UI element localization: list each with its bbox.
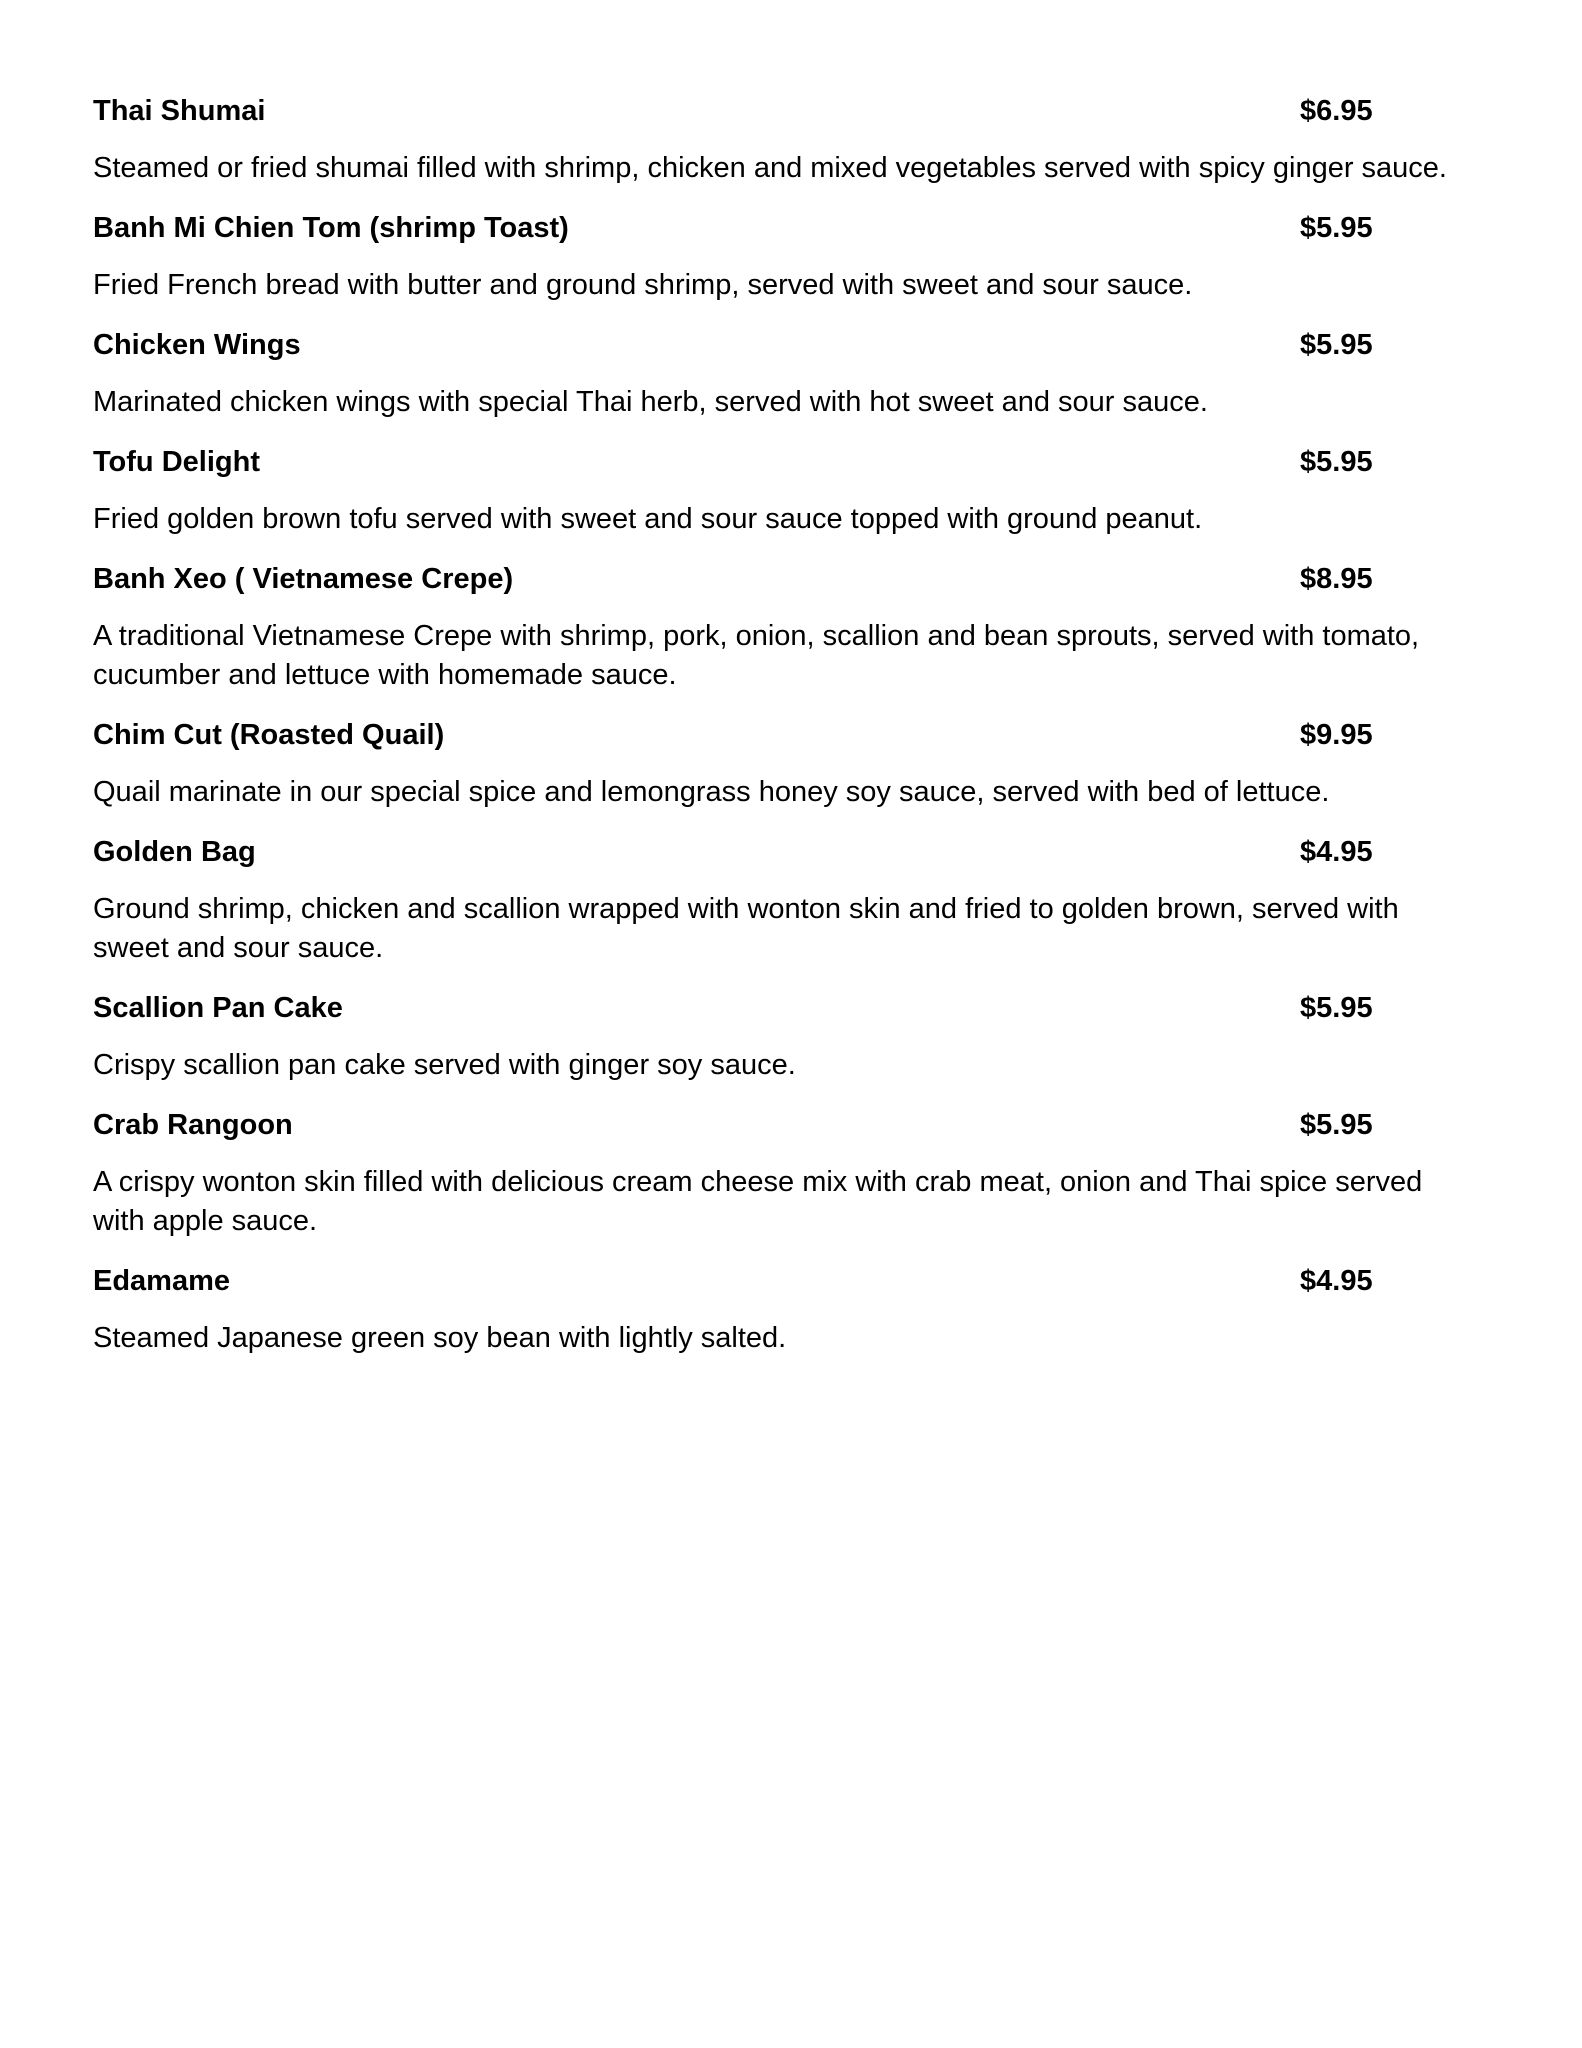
menu-item-header: [93, 560, 1493, 598]
menu-item-banh-xeo: [93, 560, 1493, 695]
menu-item-name: Chicken Wings: [93, 329, 301, 361]
menu-item-header: [93, 443, 1493, 481]
menu-item-description: A traditional Vietnamese Crepe with shrimp, pork, onion, scallion and bean sprouts, served with tomato, cucumber and lettuce with homemade sauce.: [93, 620, 1420, 691]
menu-item-price: $8.95: [1300, 563, 1373, 595]
menu-item-price: $6.95: [1300, 95, 1373, 127]
menu-item-price: $4.95: [1300, 836, 1373, 868]
menu-item-description: Steamed Japanese green soy bean with lightly salted.: [93, 1322, 787, 1354]
menu-item-edamame: [93, 1262, 1493, 1358]
menu-item-name: Thai Shumai: [93, 95, 266, 127]
menu-item-chicken-wings: [93, 326, 1493, 422]
menu-item-description: Quail marinate in our special spice and lemongrass honey soy sauce, served with bed of lettuce.: [93, 776, 1330, 808]
menu-item-name: Tofu Delight: [93, 446, 260, 478]
menu-item-header: [93, 326, 1493, 364]
menu-item-tofu-delight: [93, 443, 1493, 539]
menu-item-name: Edamame: [93, 1265, 231, 1297]
menu-item-header: [93, 209, 1493, 247]
menu-item-description: Ground shrimp, chicken and scallion wrapped with wonton skin and fried to golden brown, served with sweet and sour sauce.: [93, 893, 1399, 964]
menu-item-price: $4.95: [1300, 1265, 1373, 1297]
menu-item-price: $9.95: [1300, 719, 1373, 751]
menu-item-price: $5.95: [1300, 992, 1373, 1024]
menu-item-description: Fried golden brown tofu served with sweet and sour sauce topped with ground peanut.: [93, 503, 1203, 535]
menu-item-name: Banh Mi Chien Tom (shrimp Toast): [93, 212, 569, 244]
menu-item-name: Chim Cut (Roasted Quail): [93, 719, 445, 751]
menu-item-description: Fried French bread with butter and ground shrimp, served with sweet and sour sauce.: [93, 269, 1193, 301]
menu-item-scallion-pan-cake: [93, 989, 1493, 1085]
menu-item-price: $5.95: [1300, 446, 1373, 478]
menu-item-description: Steamed or fried shumai filled with shrimp, chicken and mixed vegetables served with spicy ginger sauce.: [93, 152, 1447, 184]
menu-list: [93, 92, 1493, 1379]
menu-item-price: $5.95: [1300, 1109, 1373, 1141]
menu-item-description: Marinated chicken wings with special Thai herb, served with hot sweet and sour sauce.: [93, 386, 1208, 418]
menu-item-header: [93, 1106, 1493, 1144]
menu-item-banh-mi-chien-tom: [93, 209, 1493, 305]
menu-item-header: [93, 989, 1493, 1027]
menu-item-price: $5.95: [1300, 212, 1373, 244]
menu-item-header: [93, 833, 1493, 871]
menu-item-name: Scallion Pan Cake: [93, 992, 343, 1024]
menu-item-header: [93, 716, 1493, 754]
menu-item-description: A crispy wonton skin filled with delicious cream cheese mix with crab meat, onion and Thai spice served with apple sauce.: [93, 1166, 1423, 1237]
menu-item-price: $5.95: [1300, 329, 1373, 361]
menu-item-header: [93, 1262, 1493, 1300]
menu-item-thai-shumai: [93, 92, 1493, 188]
menu-item-chim-cut: [93, 716, 1493, 812]
menu-item-name: Crab Rangoon: [93, 1109, 293, 1141]
menu-item-description: Crispy scallion pan cake served with ginger soy sauce.: [93, 1049, 796, 1081]
menu-item-name: Golden Bag: [93, 836, 256, 868]
menu-item-name: Banh Xeo ( Vietnamese Crepe): [93, 563, 514, 595]
menu-item-header: [93, 92, 1493, 130]
menu-item-crab-rangoon: [93, 1106, 1493, 1241]
menu-item-golden-bag: [93, 833, 1493, 968]
